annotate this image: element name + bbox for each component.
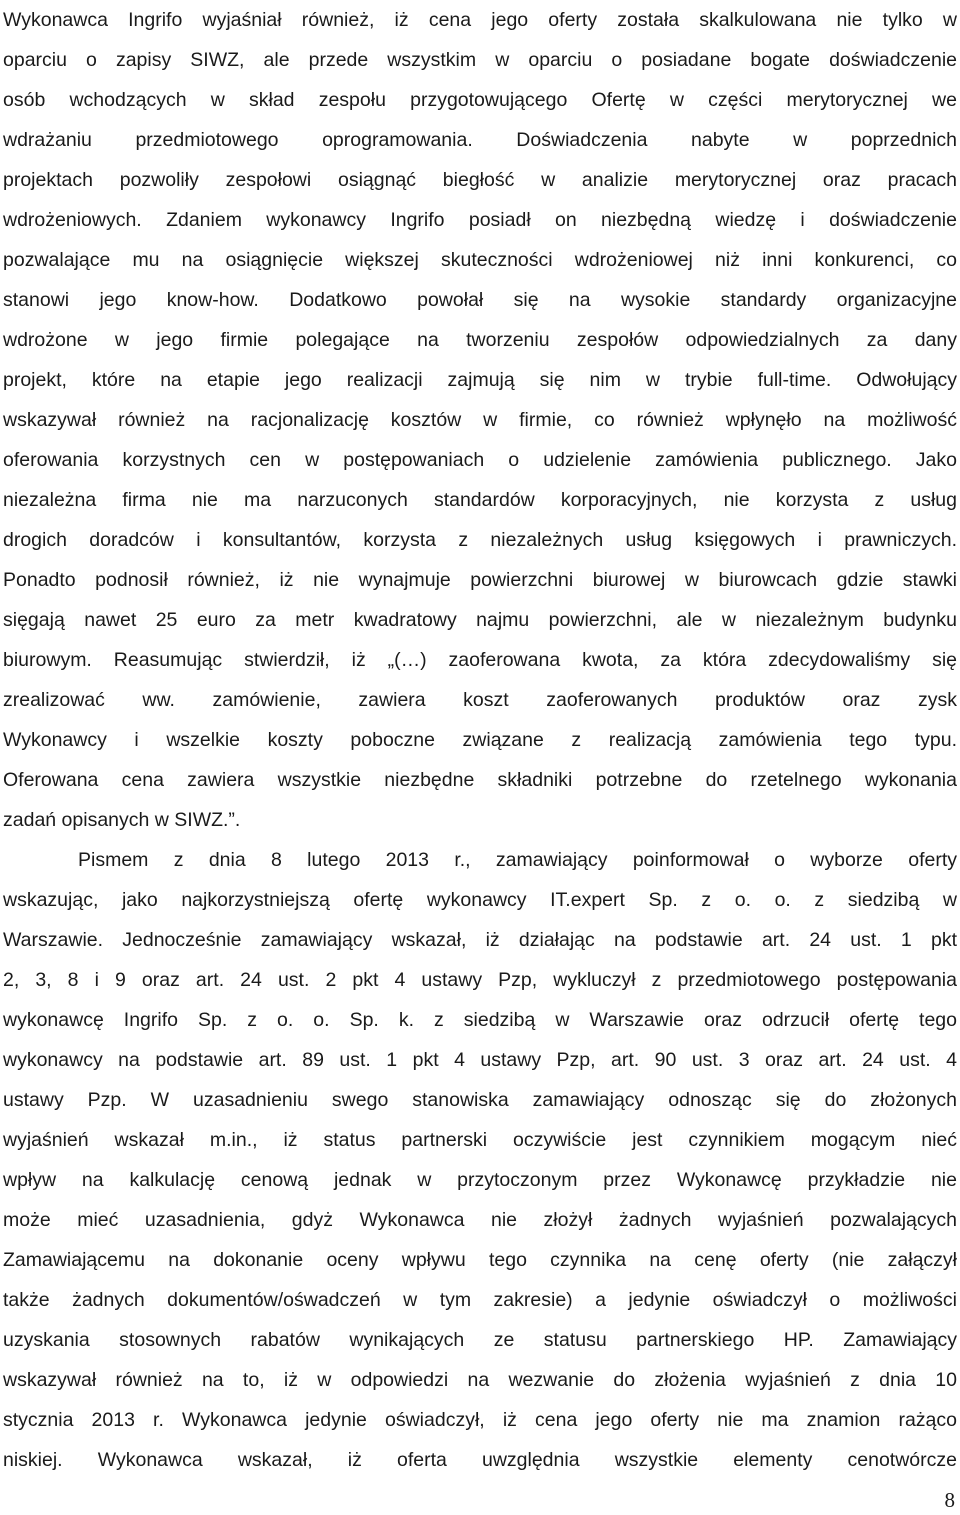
text-line: projekt, które na etapie jego realizacji zajmują się nim w trybie full-time. Odwołujący <box>3 369 957 391</box>
text-line: 2, 3, 8 i 9 oraz art. 24 ust. 2 pkt 4 ustawy Pzp, wykluczył z przedmiotowego postępowania <box>3 969 957 991</box>
text-line: niskiej. Wykonawca wskazał, iż oferta uwzględnia wszystkie elementy cenotwórcze <box>3 1449 957 1471</box>
text-line: wdrożone w jego firmie polegające na tworzeniu zespołów odpowiedzialnych za dany <box>3 329 957 351</box>
text-line: Wykonawcy i wszelkie koszty poboczne związane z realizacją zamówienia tego typu. <box>3 729 957 751</box>
text-line: Zamawiającemu na dokonanie oceny wpływu tego czynnika na cenę oferty (nie załączył <box>3 1249 957 1271</box>
text-line: drogich doradców i konsultantów, korzysta z niezależnych usług księgowych i prawniczych. <box>3 529 957 551</box>
text-line: stycznia 2013 r. Wykonawca jedynie oświadczył, iż cena jego oferty nie ma znamion rażąco <box>3 1409 957 1431</box>
text-line: oferowania korzystnych cen w postępowaniach o udzielenie zamówienia publicznego. Jako <box>3 449 957 471</box>
text-line: wskazując, jako najkorzystniejszą ofertę wykonawcy IT.expert Sp. z o. o. z siedzibą w <box>3 889 957 911</box>
text-line: Warszawie. Jednocześnie zamawiający wskazał, iż działając na podstawie art. 24 ust. 1 pkt <box>3 929 957 951</box>
page-number: 8 <box>944 1488 955 1512</box>
text-line: wskazywał również na racjonalizację kosztów w firmie, co również wpłynęło na możliwość <box>3 409 957 431</box>
text-line: ustawy Pzp. W uzasadnieniu swego stanowiska zamawiający odnosząc się do złożonych <box>3 1089 957 1111</box>
text-line: wykonawcy na podstawie art. 89 ust. 1 pkt 4 ustawy Pzp, art. 90 ust. 3 oraz art. 24 ust. 4 <box>3 1049 957 1071</box>
text-line: sięgają nawet 25 euro za metr kwadratowy najmu powierzchni, ale w niezależnym budynku <box>3 609 957 631</box>
text-line: niezależna firma nie ma narzuconych standardów korporacyjnych, nie korzysta z usług <box>3 489 957 511</box>
text-line: pozwalające mu na osiągnięcie większej skuteczności wdrożeniowej niż inni konkurenci, co <box>3 249 957 271</box>
text-line: projektach pozwoliły zespołowi osiągnąć biegłość w analizie merytorycznej oraz pracach <box>3 169 957 191</box>
text-line: może mieć uzasadnienia, gdyż Wykonawca nie złożył żadnych wyjaśnień pozwalających <box>3 1209 957 1231</box>
text-line: Ponadto podnosił również, iż nie wynajmuje powierzchni biurowej w biurowcach gdzie stawki <box>3 569 957 591</box>
text-line: wyjaśnień wskazał m.in., iż status partnerski oczywiście jest czynnikiem mogącym nieć <box>3 1129 957 1151</box>
text-line: osób wchodzących w skład zespołu przygotowującego Ofertę w części merytorycznej we <box>3 89 957 111</box>
text-line: zrealizować ww. zamówienie, zawiera koszt zaoferowanych produktów oraz zysk <box>3 689 957 711</box>
text-line: uzyskania stosownych rabatów wynikających ze statusu partnerskiego HP. Zamawiający <box>3 1329 957 1351</box>
text-line: także żadnych dokumentów/ośwadczeń w tym zakresie) a jedynie oświadczył o możliwości <box>3 1289 957 1311</box>
text-line: stanowi jego know-how. Dodatkowo powołał się na wysokie standardy organizacyjne <box>3 289 957 311</box>
text-line: oparciu o zapisy SIWZ, ale przede wszystkim w oparciu o posiadane bogate doświadczenie <box>3 49 957 71</box>
text-line: Oferowana cena zawiera wszystkie niezbędne składniki potrzebne do rzetelnego wykonania <box>3 769 957 791</box>
text-line: wykonawcę Ingrifo Sp. z o. o. Sp. k. z siedzibą w Warszawie oraz odrzucił ofertę tego <box>3 1009 957 1031</box>
text-line: wdrażaniu przedmiotowego oprogramowania. Doświadczenia nabyte w poprzednich <box>3 129 957 151</box>
body-text <box>3 0 957 1480</box>
text-line: wskazywał również na to, iż w odpowiedzi na wezwanie do złożenia wyjaśnień z dnia 10 <box>3 1369 957 1391</box>
text-line: zadań opisanych w SIWZ.”. <box>3 809 241 831</box>
text-line: Wykonawca Ingrifo wyjaśniał również, iż cena jego oferty została skalkulowana nie tylko w <box>3 9 957 31</box>
text-line: biurowym. Reasumując stwierdził, iż „(…) zaoferowana kwota, za która zdecydowaliśmy się <box>3 649 957 671</box>
text-line: Pismem z dnia 8 lutego 2013 r., zamawiający poinformował o wyborze oferty <box>78 849 957 871</box>
text-line: wdrożeniowych. Zdaniem wykonawcy Ingrifo posiadł on niezbędną wiedzę i doświadczenie <box>3 209 957 231</box>
text-line: wpływ na kalkulację cenową jednak w przytoczonym przez Wykonawcę przykładzie nie <box>3 1169 957 1191</box>
